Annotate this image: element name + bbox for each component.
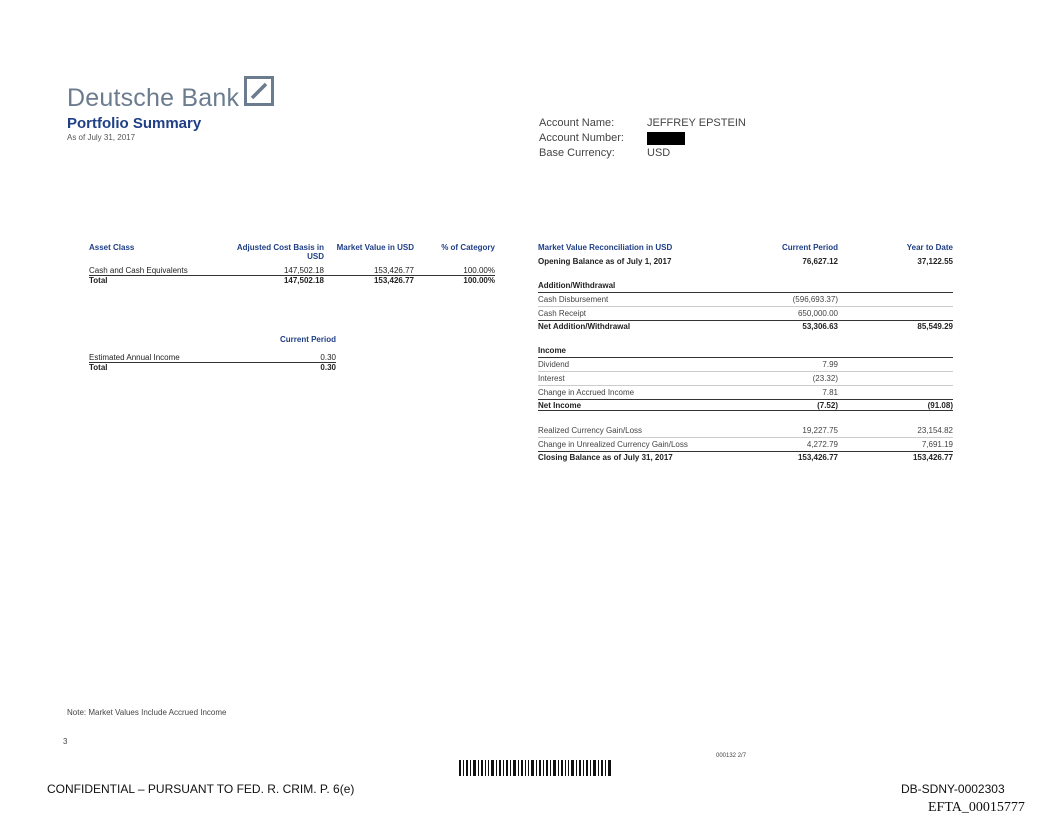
- table-cell: 85,549.29: [917, 321, 953, 331]
- table-header-row: [89, 243, 495, 266]
- table-cell: Dividend: [538, 358, 728, 372]
- table-row: [89, 353, 336, 363]
- table-row: [538, 293, 953, 307]
- table-row: [538, 307, 953, 321]
- section-header: Income: [538, 346, 567, 355]
- table-row: [89, 266, 495, 276]
- table-cell: [838, 386, 953, 400]
- table-cell: (23.32): [728, 372, 838, 386]
- table-cell: Net Income: [538, 400, 582, 410]
- table-cell: (7.52): [817, 400, 838, 410]
- table-cell: Estimated Annual Income: [89, 353, 236, 363]
- column-header: Year to Date: [906, 243, 953, 252]
- as-of-date: As of July 31, 2017: [67, 133, 136, 142]
- base-currency-value: USD: [647, 147, 671, 159]
- column-header: Adjusted Cost Basis in USD: [236, 243, 324, 261]
- table-cell: Change in Accrued Income: [538, 386, 728, 400]
- table-cell: 7,691.19: [838, 438, 953, 452]
- spacer: [538, 266, 728, 279]
- table-cell: [838, 372, 953, 386]
- table-cell: Net Addition/Withdrawal: [538, 321, 631, 331]
- table-cell: Cash and Cash Equivalents: [89, 266, 219, 276]
- table-cell: (596,693.37): [728, 293, 838, 307]
- base-currency-row: [539, 146, 746, 161]
- table-cell: 153,426.77: [797, 452, 838, 462]
- table-header-row: [89, 335, 336, 353]
- opening-balance-row: [538, 256, 953, 266]
- market-value-reconciliation-table: [538, 243, 953, 462]
- document-id: DB-SDNY-0002303: [901, 782, 1005, 796]
- table-row: [538, 386, 953, 400]
- table-cell: 100.00%: [414, 266, 495, 276]
- total-row: [89, 363, 336, 373]
- table-cell: 100.00%: [463, 276, 495, 285]
- table-cell: Realized Currency Gain/Loss: [538, 424, 728, 438]
- base-currency-label: Base Currency:: [539, 147, 615, 159]
- table-cell: Closing Balance as of July 31, 2017: [538, 452, 673, 462]
- table-cell: Total: [89, 363, 108, 372]
- table-cell: 0.30: [236, 353, 336, 363]
- net-income-row: [538, 400, 953, 411]
- account-number-label: Account Number:: [539, 132, 624, 144]
- table-cell: 19,227.75: [728, 424, 838, 438]
- table-cell: 650,000.00: [728, 307, 838, 321]
- table-cell: (91.08): [927, 400, 953, 410]
- column-header-empty: [89, 335, 236, 353]
- table-cell: 23,154.82: [838, 424, 953, 438]
- table-cell: 53,306.63: [802, 321, 838, 331]
- footnote: Note: Market Values Include Accrued Income: [67, 708, 227, 717]
- table-row: [538, 358, 953, 372]
- table-cell: 147,502.18: [283, 276, 324, 285]
- column-header: % of Category: [441, 243, 495, 252]
- column-header: Asset Class: [89, 243, 135, 252]
- account-name-row: [539, 116, 746, 131]
- account-info: [539, 116, 746, 161]
- spacer: [538, 411, 728, 425]
- table-cell: 37,122.55: [917, 256, 953, 266]
- table-cell: Cash Disbursement: [538, 293, 728, 307]
- page-number: 3: [63, 737, 68, 746]
- table-cell: [838, 358, 953, 372]
- table-cell: 4,272.79: [728, 438, 838, 452]
- table-row: [538, 424, 953, 438]
- section-header: Addition/Withdrawal: [538, 279, 728, 293]
- table-cell: Interest: [538, 372, 728, 386]
- column-header: Market Value in USD: [336, 243, 414, 252]
- table-cell: 7.99: [728, 358, 838, 372]
- column-header: Market Value Reconciliation in USD: [538, 243, 673, 252]
- column-header: Current Period: [279, 335, 336, 344]
- closing-balance-row: [538, 452, 953, 463]
- account-number-row: [539, 131, 746, 146]
- table-row: [538, 438, 953, 452]
- table-cell: 153,426.77: [373, 276, 414, 285]
- table-cell: Opening Balance as of July 1, 2017: [538, 256, 672, 266]
- table-cell: 76,627.12: [802, 256, 838, 266]
- table-cell: [838, 293, 953, 307]
- table-row: [538, 372, 953, 386]
- total-row: [89, 276, 495, 286]
- page-title: Portfolio Summary: [67, 115, 202, 132]
- efta-number: EFTA_00015777: [928, 800, 1025, 815]
- table-cell: Cash Receipt: [538, 307, 728, 321]
- brand-name: Deutsche Bank: [67, 84, 240, 112]
- barcode-icon: [459, 760, 611, 776]
- section-header-row: [538, 279, 953, 293]
- estimated-income-table: [89, 335, 336, 372]
- table-cell: Change in Unrealized Currency Gain/Loss: [538, 438, 728, 452]
- table-cell: 7.81: [728, 386, 838, 400]
- table-cell: 153,426.77: [912, 452, 953, 462]
- deutsche-bank-logo-icon: [244, 76, 274, 106]
- table-cell: 0.30: [320, 363, 336, 372]
- table-cell: [838, 307, 953, 321]
- table-cell: 147,502.18: [219, 266, 324, 276]
- table-cell: 153,426.77: [324, 266, 414, 276]
- account-name-label: Account Name:: [539, 117, 615, 129]
- table-header-row: [538, 243, 953, 256]
- document-code: 000132 2/7: [716, 753, 747, 759]
- net-addition-row: [538, 321, 953, 332]
- account-name-value: JEFFREY EPSTEIN: [647, 117, 746, 129]
- asset-class-table: [89, 243, 495, 285]
- account-number-redaction: [647, 132, 685, 145]
- spacer: [538, 331, 728, 344]
- confidential-notice: CONFIDENTIAL – PURSUANT TO FED. R. CRIM. P. 6(e): [47, 782, 355, 796]
- column-header: Current Period: [781, 243, 838, 252]
- table-cell: Total: [89, 276, 108, 285]
- section-header-row: [538, 344, 953, 358]
